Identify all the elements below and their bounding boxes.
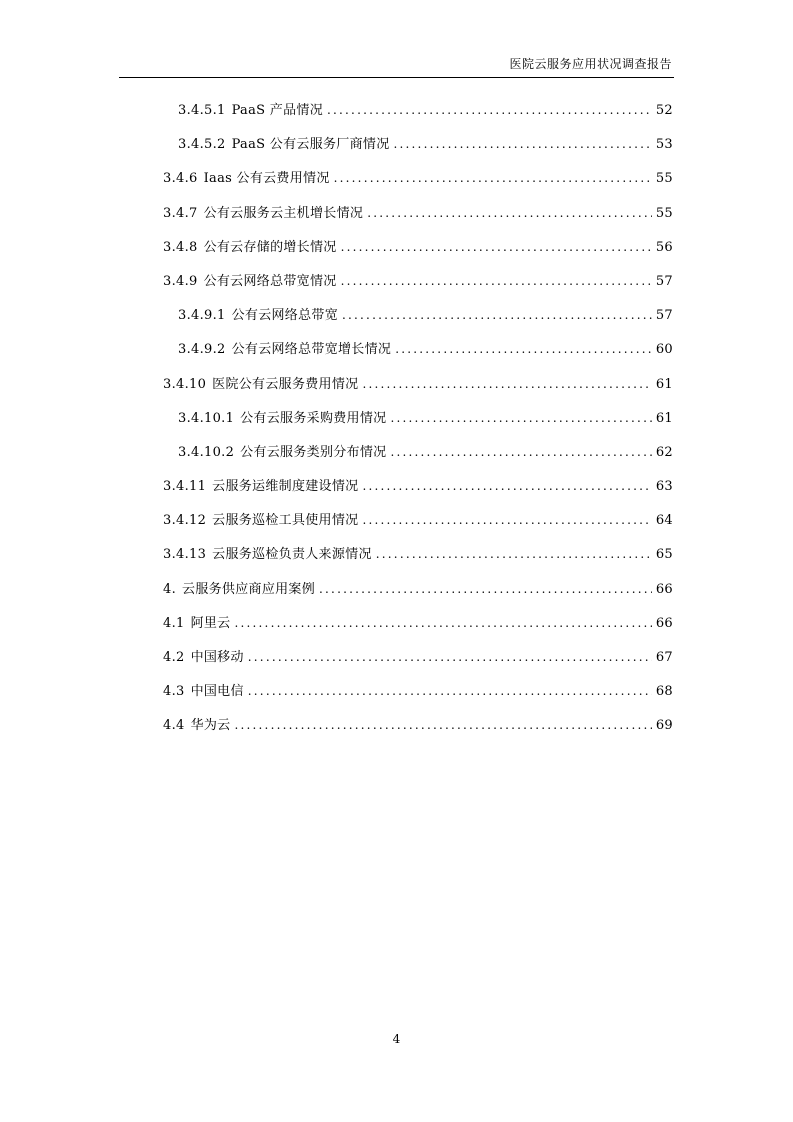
- page-number: 4: [392, 1032, 401, 1046]
- toc-entry-page: 56: [655, 239, 673, 255]
- toc-dot-leader: [394, 130, 652, 158]
- toc-entry-number: 4.4: [163, 718, 185, 734]
- toc-entry[interactable]: [163, 472, 673, 506]
- toc-dot-leader: [395, 335, 652, 363]
- toc-dot-leader: [390, 438, 651, 466]
- toc-dot-leader: [362, 472, 651, 500]
- toc-entry[interactable]: [163, 233, 673, 267]
- toc-entry[interactable]: [163, 506, 673, 540]
- toc-entry[interactable]: [163, 643, 673, 677]
- toc-entry-number: 4.3: [163, 684, 185, 700]
- toc-entry-title: 云服务巡检工具使用情况: [212, 513, 359, 529]
- toc-entry[interactable]: [163, 370, 673, 404]
- toc-entry-number: 3.4.9.1: [178, 308, 226, 324]
- toc-entry-title: 公有云网络总带宽情况: [203, 273, 337, 289]
- toc-entry-title: 云服务运维制度建设情况: [212, 479, 359, 495]
- running-header-title: 医院云服务应用状况调查报告: [509, 57, 672, 71]
- toc-entry-page: 65: [655, 547, 673, 563]
- toc-entry[interactable]: [163, 335, 673, 369]
- toc-dot-leader: [234, 711, 651, 739]
- toc-entry[interactable]: [163, 96, 673, 130]
- toc-entry-title: PaaS 公有云服务厂商情况: [231, 137, 390, 153]
- toc-entry-title: 公有云存储的增长情况: [203, 239, 337, 255]
- toc-entry-title: 公有云网络总带宽增长情况: [231, 342, 392, 358]
- toc-entry[interactable]: [163, 404, 673, 438]
- toc-entry-number: 3.4.5.1: [178, 103, 226, 118]
- toc-entry-page: 55: [655, 171, 673, 187]
- toc-entry-page: 53: [655, 137, 673, 153]
- toc-entry[interactable]: [163, 199, 673, 233]
- toc-entry-page: 52: [655, 103, 673, 118]
- toc-dot-leader: [248, 677, 652, 705]
- toc-entry-title: 华为云: [190, 718, 231, 734]
- toc-entry[interactable]: [163, 540, 673, 574]
- toc-entry[interactable]: [163, 677, 673, 711]
- toc-entry-page: 55: [655, 205, 673, 221]
- toc-dot-leader: [342, 301, 652, 329]
- toc-entry-page: 61: [655, 410, 673, 426]
- toc-entry[interactable]: [163, 164, 673, 198]
- toc-entry-page: 57: [655, 308, 673, 324]
- toc-entry-number: 4.: [163, 581, 177, 597]
- toc-entry-title: 中国电信: [190, 684, 244, 700]
- toc-entry-title: 云服务巡检负责人来源情况: [212, 547, 372, 563]
- toc-dot-leader: [234, 609, 651, 637]
- toc-entry-page: 64: [655, 513, 673, 529]
- toc-entry-number: 3.4.11: [163, 479, 207, 495]
- toc-entry-title: 中国移动: [190, 650, 244, 665]
- toc-dot-leader: [341, 267, 652, 295]
- toc-entry-page: 61: [655, 376, 673, 392]
- toc-entry-number: 3.4.10.2: [178, 444, 235, 460]
- toc-entry-title: 公有云服务类别分布情况: [240, 444, 387, 460]
- toc-dot-leader: [367, 199, 652, 227]
- toc-entry-page: 57: [655, 273, 673, 289]
- toc-entry-number: 3.4.5.2: [178, 137, 226, 153]
- toc-entry-page: 66: [655, 615, 673, 631]
- toc-entry-page: 63: [655, 479, 673, 495]
- toc-entry[interactable]: [163, 301, 673, 335]
- toc-entry-title: PaaS 产品情况: [231, 103, 323, 118]
- toc-entry-number: 3.4.8: [163, 239, 198, 255]
- toc-dot-leader: [362, 370, 651, 398]
- toc-entry-number: 3.4.10: [163, 376, 207, 392]
- toc-dot-leader: [362, 506, 651, 534]
- toc-entry[interactable]: [163, 575, 673, 609]
- toc-entry-title: Iaas 公有云费用情况: [203, 171, 330, 187]
- toc-entry-number: 3.4.6: [163, 171, 198, 187]
- toc-entry-title: 公有云服务采购费用情况: [240, 410, 387, 426]
- toc-dot-leader: [334, 164, 652, 192]
- header-divider: [119, 77, 674, 78]
- toc-entry-title: 云服务供应商应用案例: [182, 581, 316, 597]
- toc-entry-page: 69: [655, 718, 673, 734]
- toc-entry[interactable]: [163, 609, 673, 643]
- toc-entry[interactable]: [163, 438, 673, 472]
- toc-dot-leader: [390, 404, 651, 432]
- toc-entry-number: 4.1: [163, 615, 185, 631]
- toc-entry-number: 3.4.7: [163, 205, 198, 221]
- toc-entry[interactable]: [163, 711, 673, 745]
- toc-entry[interactable]: [163, 130, 673, 164]
- toc-entry-page: 62: [655, 444, 673, 460]
- toc-entry-number: 4.2: [163, 650, 185, 665]
- toc-entry-title: 公有云网络总带宽: [231, 308, 338, 324]
- toc-entry-page: 66: [655, 581, 673, 597]
- toc-entry-number: 3.4.9.2: [178, 342, 226, 358]
- toc-entry-page: 60: [655, 342, 673, 358]
- toc-entry-page: 68: [655, 684, 673, 700]
- toc-entry-title: 公有云服务云主机增长情况: [203, 205, 364, 221]
- toc-entry-number: 3.4.9: [163, 273, 198, 289]
- toc-entry-title: 阿里云: [190, 615, 231, 631]
- toc-entry[interactable]: [163, 267, 673, 301]
- toc-dot-leader: [248, 643, 652, 671]
- toc-entry-number: 3.4.13: [163, 547, 207, 563]
- toc-entry-number: 3.4.12: [163, 513, 207, 529]
- toc-dot-leader: [341, 233, 652, 261]
- toc-dot-leader: [376, 540, 652, 568]
- toc-dot-leader: [319, 575, 652, 603]
- toc-entry-number: 3.4.10.1: [178, 410, 235, 426]
- toc-dot-leader: [327, 96, 652, 124]
- toc-entry-title: 医院公有云服务费用情况: [212, 376, 359, 392]
- table-of-contents: [163, 96, 673, 746]
- toc-entry-page: 67: [655, 650, 673, 665]
